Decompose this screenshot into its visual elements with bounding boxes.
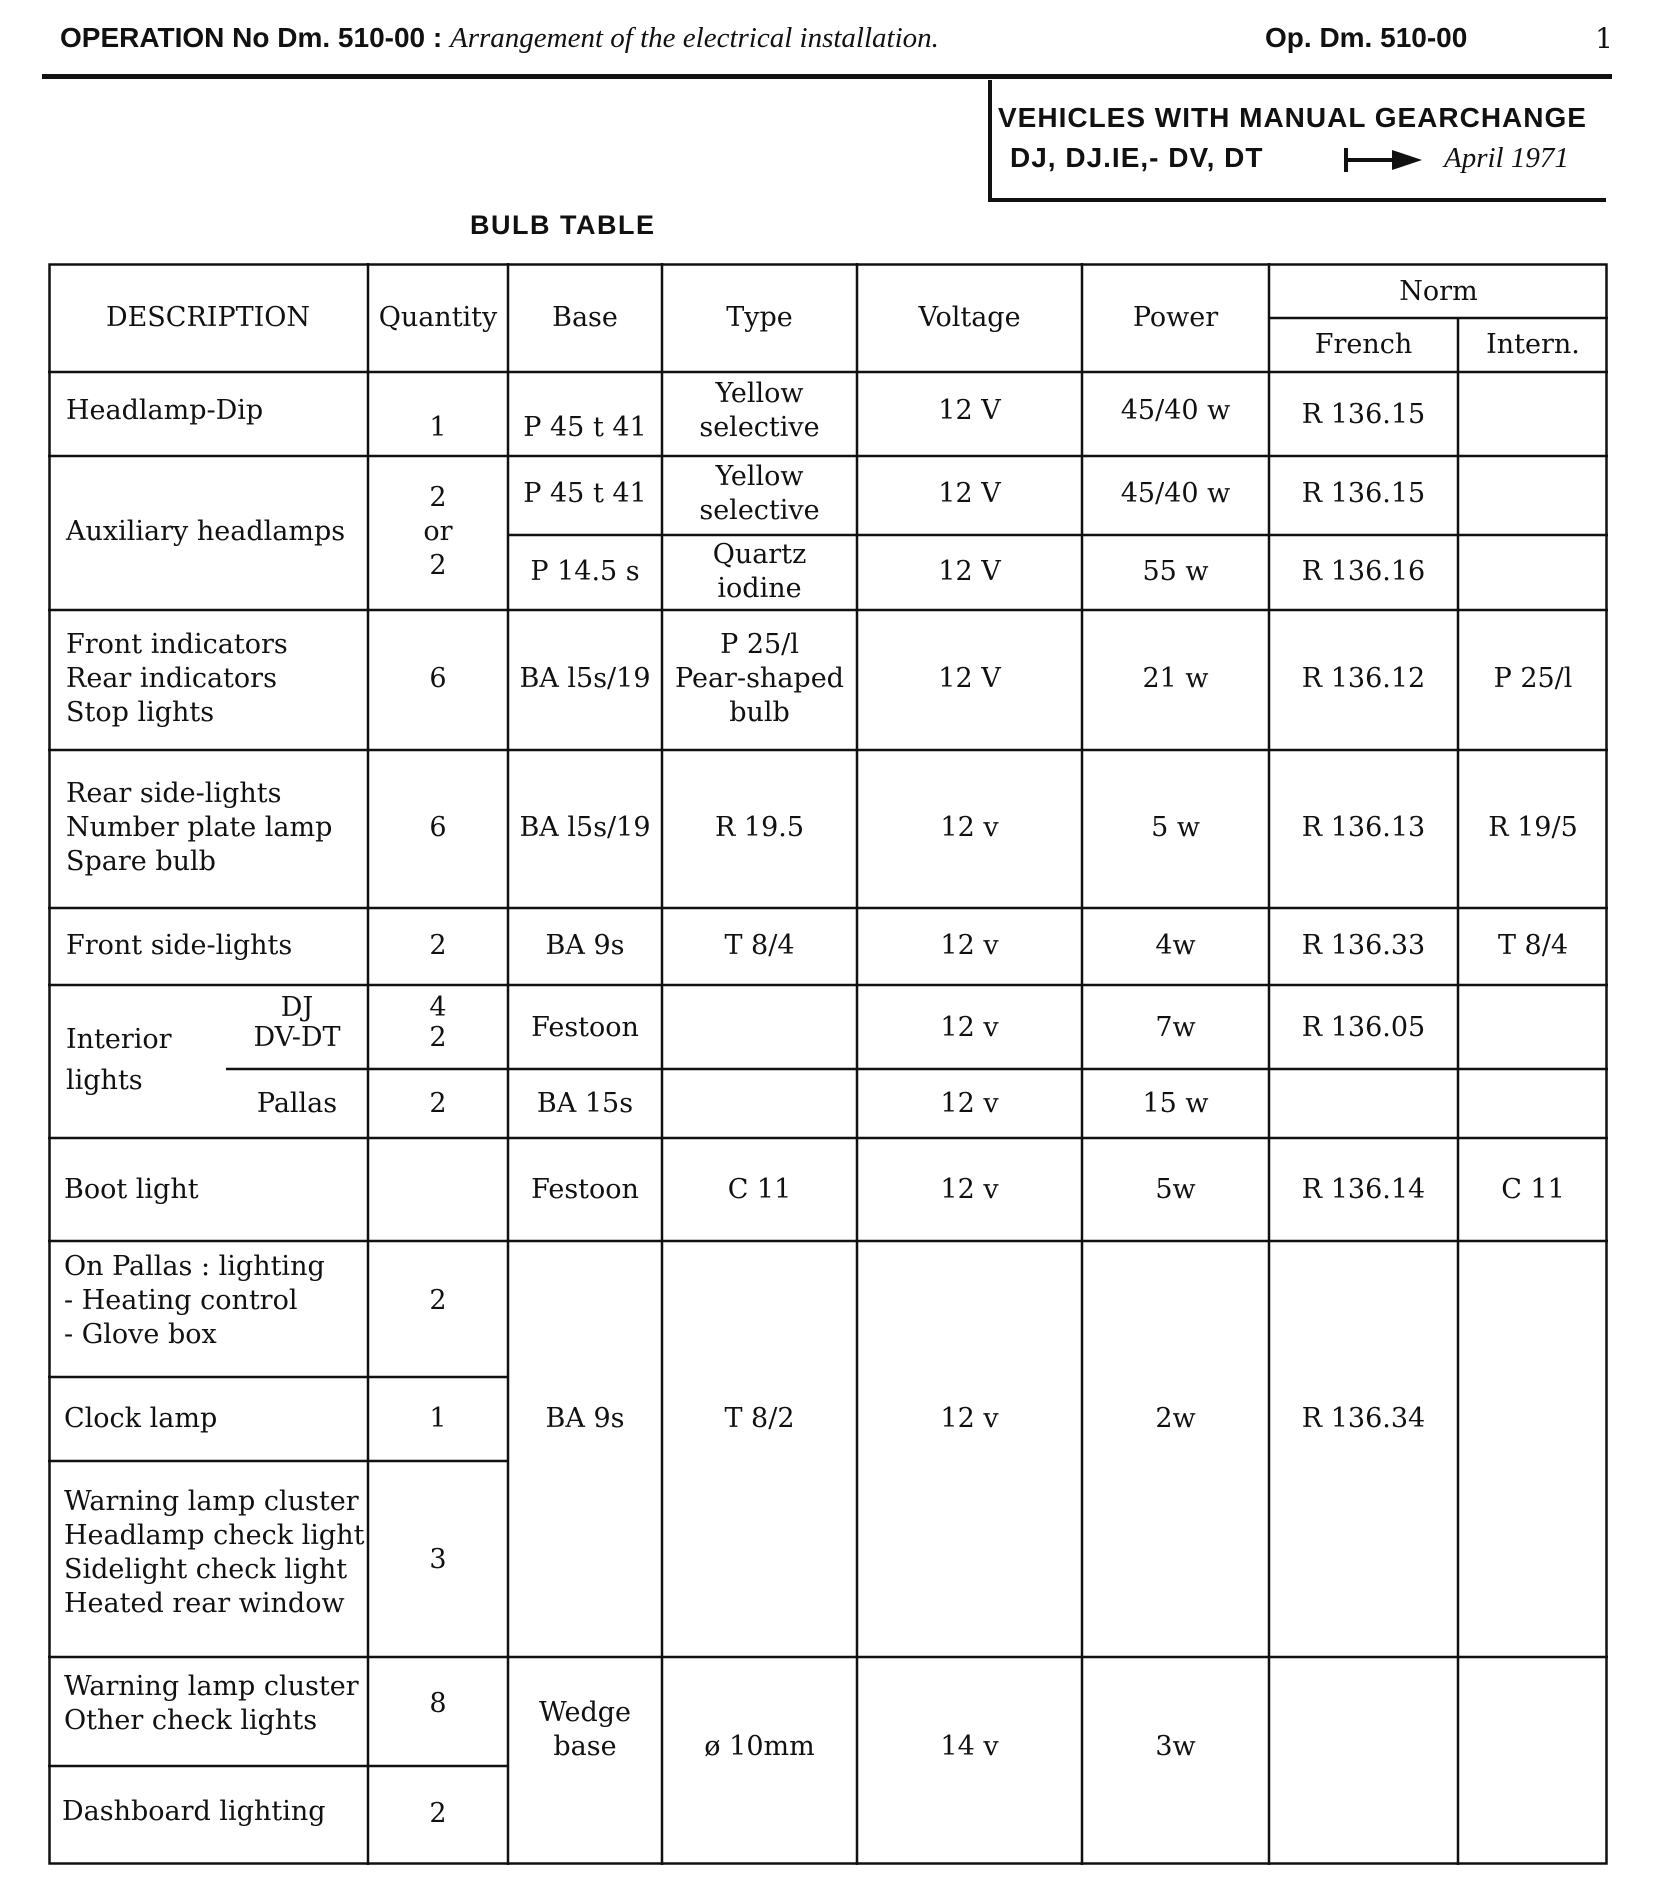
page-header [60,22,1613,62]
row-warning1-qty: 3 [429,1544,447,1575]
row-rear-side-type: R 19.5 [714,812,805,843]
header-french: French [1314,329,1413,360]
group1-type: T 8/2 [724,1403,795,1434]
row-indicators-desc: Front indicators Rear indicators Stop lights [66,629,288,728]
row-rear-side-base: BA l5s/19 [519,812,651,843]
row-front-side-base: BA 9s [545,930,625,961]
row-aux-qty: 2 or 2 [423,482,453,581]
row-front-side-type: T 8/4 [724,930,795,961]
group1-base: BA 9s [545,1403,625,1434]
header-base: Base [552,302,618,333]
row-interior-a-voltage: 12 v [940,1012,999,1043]
row-interior-a-power: 7w [1155,1012,1196,1043]
row-interior-a-french: R 136.05 [1301,1012,1426,1043]
row-aux-a-type: Yellow selective [699,461,820,526]
row-front-side-french: R 136.33 [1301,930,1426,961]
row-pallas-qty: 2 [429,1285,447,1316]
row-clock-qty: 1 [429,1403,447,1434]
page-number: 1 [1595,22,1613,55]
row-front-side-desc: Front side-lights [66,930,293,961]
bulb-table [48,263,1608,1865]
row-rear-side-desc: Rear side-lights Number plate lamp Spare bulb [66,778,333,877]
header-norm: Norm [1399,276,1478,307]
group2-voltage: 14 v [940,1731,999,1762]
row-aux-a-voltage: 12 V [938,478,1001,509]
row-boot-desc: Boot light [64,1174,199,1205]
row-rear-side-voltage: 12 v [940,812,999,843]
row-warning2-desc: Warning lamp cluster Other check lights [64,1671,359,1736]
row-aux-b-base: P 14.5 s [530,556,640,587]
header-power: Power [1132,302,1219,333]
row-aux-b-voltage: 12 V [938,556,1001,587]
row-front-side-voltage: 12 v [940,930,999,961]
row-interior-b-sub: Pallas [256,1088,338,1119]
row-dashboard-qty: 2 [429,1798,447,1829]
row-rear-side-intern: R 19/5 [1488,812,1578,843]
row-interior-b-base: BA 15s [536,1088,634,1119]
header-intern: Intern. [1486,329,1580,360]
row-indicators-type: P 25/l Pear-shaped bulb [675,629,844,728]
header-description: DESCRIPTION [105,302,311,333]
group1-voltage: 12 v [940,1403,999,1434]
row-headlamp-dip-power: 45/40 w [1120,395,1231,426]
row-interior-b-qty: 2 [429,1088,447,1119]
header-quantity: Quantity [378,302,498,333]
operation-subtitle: Arrangement of the electrical installation. [450,22,939,54]
row-front-side-intern: T 8/4 [1497,930,1569,961]
group2-power: 3w [1155,1731,1196,1762]
vehicles-heading: VEHICLES WITH MANUAL GEARCHANGE [998,102,1587,133]
row-aux-a-power: 45/40 w [1120,478,1231,509]
row-headlamp-dip-french: R 136.15 [1301,399,1426,430]
row-rear-side-french: R 136.13 [1301,812,1426,843]
row-boot-power: 5w [1155,1174,1196,1205]
row-indicators-voltage: 12 V [938,663,1001,694]
row-headlamp-dip-desc: Headlamp-Dip [66,395,264,426]
table-title: BULB TABLE [470,210,656,240]
row-indicators-power: 21 w [1142,663,1209,694]
row-interior-b-voltage: 12 v [940,1088,999,1119]
row-clock-desc: Clock lamp [64,1403,218,1434]
row-interior-desc: Interior lights [66,1024,172,1096]
header-voltage: Voltage [918,302,1021,333]
group2-base: Wedge base [538,1697,632,1762]
row-rear-side-qty: 6 [429,812,447,843]
group2-type: ø 10mm [704,1731,815,1762]
row-interior-b-power: 15 w [1142,1088,1209,1119]
group1-power: 2w [1155,1403,1196,1434]
row-aux-desc: Auxiliary headlamps [66,516,346,547]
row-boot-intern: C 11 [1501,1174,1565,1205]
row-dashboard-desc: Dashboard lighting [62,1796,326,1827]
operation-number: OPERATION No Dm. 510-00 : [60,22,443,53]
header-rule [42,74,1612,79]
row-aux-b-type: Quartz iodine [712,539,807,604]
row-aux-b-french: R 136.16 [1301,556,1426,587]
row-warning2-qty: 8 [429,1688,447,1719]
row-warning1-desc: Warning lamp cluster Headlamp check light Sidelight check light Heated rear window [64,1486,365,1619]
row-indicators-base: BA l5s/19 [519,663,651,694]
row-interior-a-qty: 4 2 [429,992,447,1053]
row-headlamp-dip-base: P 45 t 41 [523,412,647,443]
row-aux-a-french: R 136.15 [1301,478,1426,509]
row-indicators-french: R 136.12 [1301,663,1426,694]
row-boot-base: Festoon [531,1174,639,1205]
row-boot-french: R 136.14 [1301,1174,1426,1205]
vehicles-models: DJ, DJ.IE,- DV, DT [1010,142,1264,173]
row-headlamp-dip-type: Yellow selective [699,378,820,443]
vehicles-date: April 1971 [1444,142,1569,174]
row-headlamp-dip-qty: 1 [429,412,447,443]
operation-title [60,22,939,55]
row-boot-type: C 11 [727,1174,792,1205]
vehicles-box [988,80,1606,202]
row-indicators-intern: P 25/l [1493,663,1573,694]
arrow-right-icon [1342,144,1424,176]
row-headlamp-dip-voltage: 12 V [938,395,1001,426]
header-type: Type [726,302,793,333]
row-indicators-qty: 6 [429,663,447,694]
row-front-side-power: 4w [1155,930,1196,961]
row-aux-a-base: P 45 t 41 [523,478,647,509]
row-boot-voltage: 12 v [940,1174,999,1205]
row-aux-b-power: 55 w [1142,556,1209,587]
operation-code: Op. Dm. 510-00 [1265,22,1468,53]
row-interior-a-sub: DJ DV-DT [253,992,341,1053]
row-rear-side-power: 5 w [1151,812,1200,843]
group1-french: R 136.34 [1301,1403,1426,1434]
row-front-side-qty: 2 [429,930,447,961]
row-pallas-desc: On Pallas : lighting - Heating control - Glove box [64,1251,325,1350]
row-interior-a-base: Festoon [531,1012,639,1043]
